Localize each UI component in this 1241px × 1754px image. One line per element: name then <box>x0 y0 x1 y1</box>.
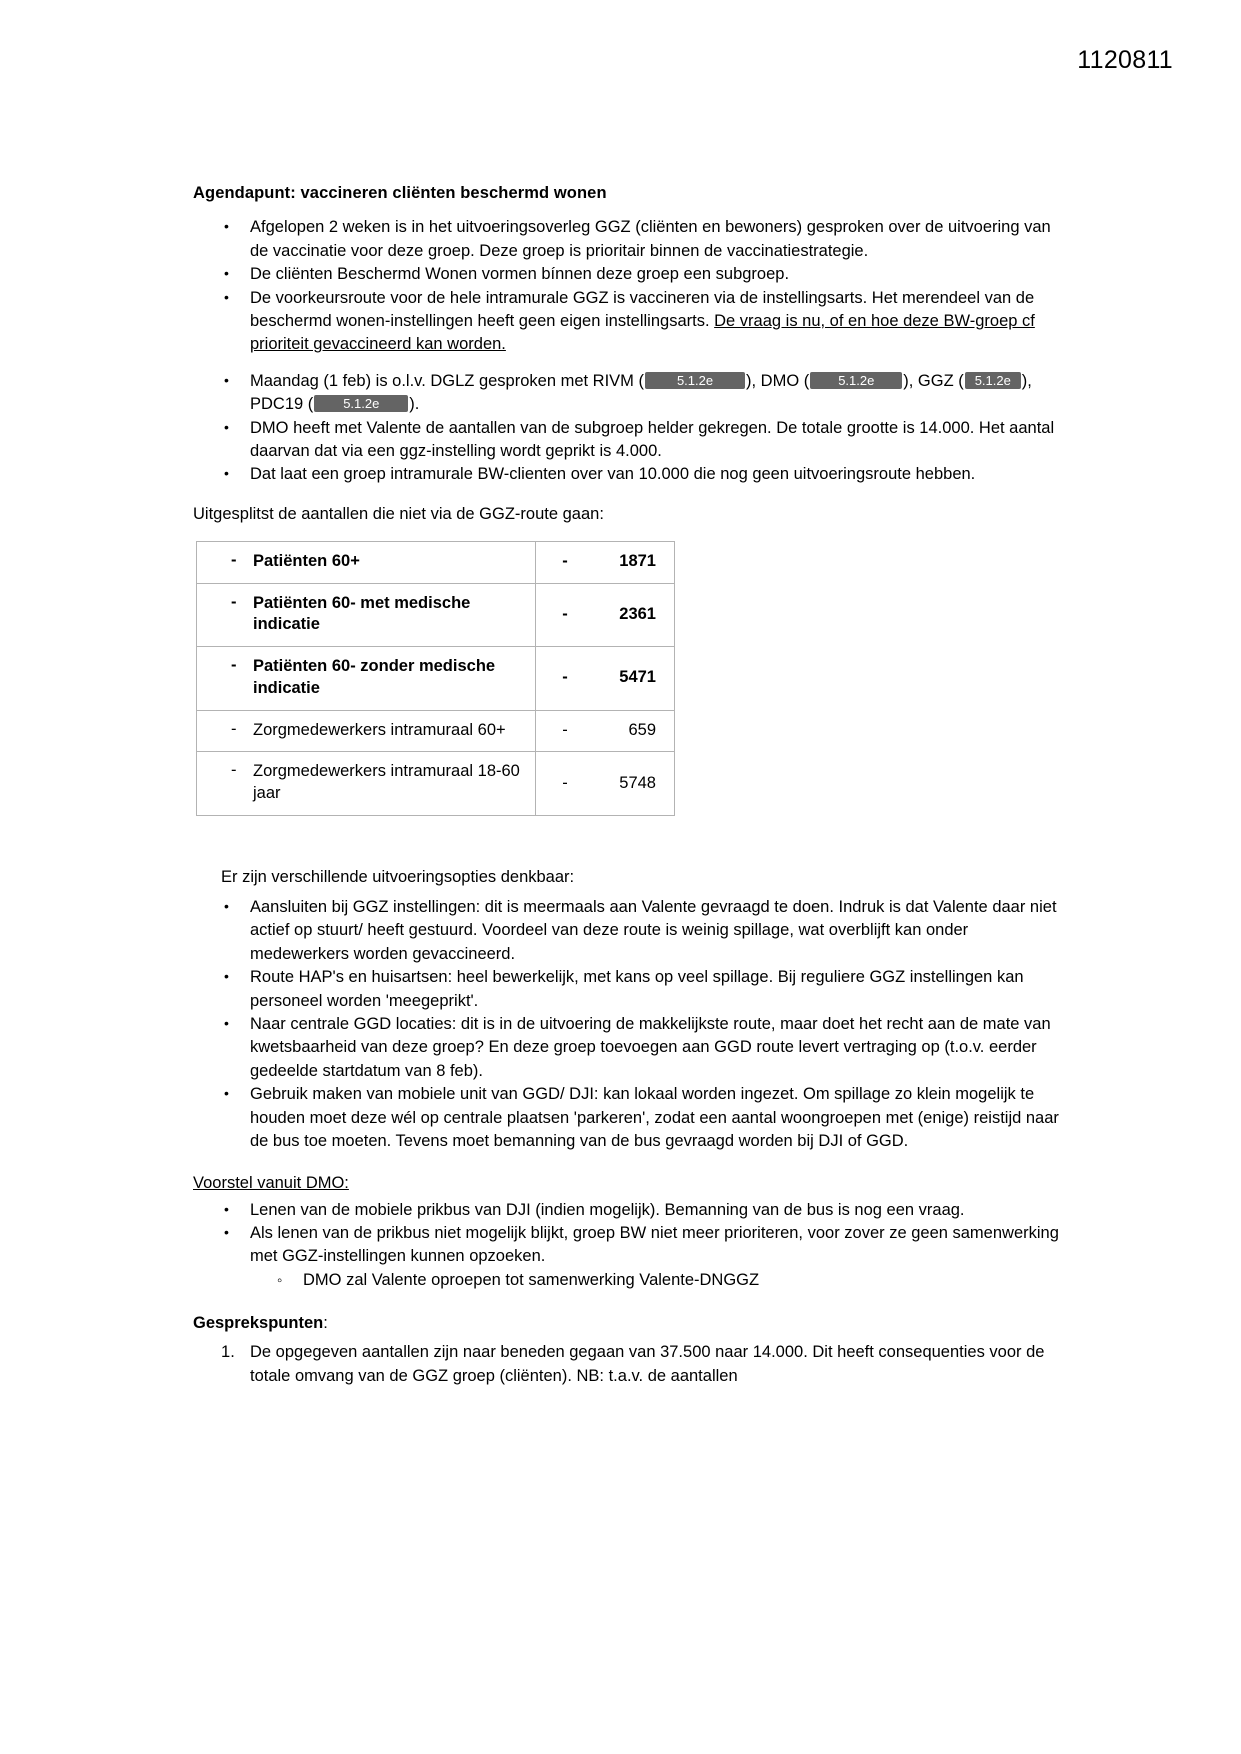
table-cell-value <box>536 583 675 647</box>
value-dash: - <box>562 668 568 687</box>
discussion-heading <box>193 1314 1063 1333</box>
route-bullet-plain: De voorkeursroute voor de hele intramurale GGZ is vaccineren via de instellingsarts. Het merendeel van de beschermd wonen-instellingen heeft geen eigen instellingsarts. <box>250 288 1035 330</box>
row-value: 2361 <box>619 604 656 623</box>
row-dash: - <box>231 550 237 569</box>
list-item: • Afgelopen 2 weken is in het uitvoeringsoverleg GGZ (cliënten en bewoners) gesproken over de uitvoering van de vaccinatie voor deze groep. Deze groep is prioritair binnen de vaccinatiestrategie. <box>193 216 1063 263</box>
list-item: • Route HAP's en huisartsen: heel bewerkelijk, met kans op veel spillage. Bij reguliere GGZ instellingen kan personeel worden 'meegeprikt'. <box>193 966 1063 1013</box>
proposal-heading: Voorstel vanuit DMO: <box>193 1173 349 1192</box>
value-dash: - <box>562 721 568 740</box>
list-item: • De cliënten Beschermd Wonen vormen bínnen deze groep een subgroep. <box>193 263 1063 286</box>
redaction-badge-ggz: 5.1.2e <box>965 372 1021 389</box>
row-value: 5748 <box>619 773 656 792</box>
discussion-numbered-list <box>193 1341 1063 1388</box>
amounts-table <box>196 541 675 816</box>
table-cell-value <box>536 647 675 711</box>
row-dash: - <box>231 592 237 611</box>
list-item: • Dat laat een groep intramurale BW-clienten over van 10.000 die nog geen uitvoeringsroute hebben. <box>193 463 1063 486</box>
table-cell-label <box>197 710 536 752</box>
row-label: Patiënten 60- met medische indicatie <box>253 593 471 634</box>
list-item: ◦ DMO zal Valente oproepen tot samenwerking Valente-DNGGZ <box>193 1269 1063 1292</box>
discussion-heading-colon: : <box>323 1314 328 1333</box>
row-label: Patiënten 60- zonder medische indicatie <box>253 657 496 697</box>
table-cell-value <box>536 541 675 583</box>
table-row <box>197 583 675 647</box>
meeting-text-3: ), GGZ ( <box>903 371 964 390</box>
document-header-number: 1120811 <box>1077 46 1173 74</box>
row-dash: - <box>231 656 237 675</box>
meeting-text-4: ), PDC19 ( <box>250 371 1032 414</box>
options-bullet-list <box>193 896 1063 1154</box>
table-cell-label <box>197 541 536 583</box>
spacer <box>193 357 1063 370</box>
row-value: 5471 <box>619 668 656 687</box>
row-label: Patiënten 60+ <box>253 551 360 570</box>
table-row <box>197 541 675 583</box>
table-cell-label <box>197 647 536 711</box>
table-intro-text: Uitgesplitst de aantallen die niet via de GGZ-route gaan: <box>193 504 604 523</box>
list-item: • Gebruik maken van mobiele unit van GGD/ DJI: kan lokaal worden ingezet. Om spillage zo klein mogelijk te houden moet deze wél op centrale plaatsen 'parkeren', zodat een aantal woongroepen met (enige) reistijd naar de bus toe moeten. Tevens moet bemanning van de bus gevraagd worden bij DJI of GGD. <box>193 1083 1063 1153</box>
table-row <box>197 752 675 816</box>
value-dash: - <box>562 604 568 623</box>
redaction-badge-dmo: 5.1.2e <box>810 372 902 389</box>
meeting-text-1: Maandag (1 feb) is o.l.v. DGLZ gesproken met RIVM ( <box>250 371 645 390</box>
table-row <box>197 710 675 752</box>
page-title: Agendapunt: vaccineren cliënten beschermd wonen <box>193 184 607 202</box>
row-value: 659 <box>628 721 656 740</box>
value-dash: - <box>562 552 568 571</box>
redaction-badge-pdc19: 5.1.2e <box>314 395 408 412</box>
row-dash: - <box>231 761 237 780</box>
proposal-bullet-list <box>193 1199 1063 1269</box>
discussion-heading-label: Gesprekspunten <box>193 1314 324 1333</box>
table-cell-label <box>197 583 536 647</box>
intro-bullet-list <box>193 216 1063 357</box>
meeting-text-5: ). <box>409 395 420 414</box>
value-dash: - <box>562 773 568 792</box>
route-bullet-underlined: De vraag is nu, of en hoe deze BW-groep cf prioriteit gevaccineerd kan worden. <box>250 311 1035 354</box>
list-item: • Aansluiten bij GGZ instellingen: dit is meermaals aan Valente gevraagd te doen. Indruk is dat Valente daar niet actief op stuurt/ heeft gestuurd. Voordeel van deze route is weinig spillage, wat overblijft kan onder medewerkers worden gevaccineerd. <box>193 896 1063 966</box>
table-cell-value <box>536 752 675 816</box>
options-intro-text: Er zijn verschillende uitvoeringsopties denkbaar: <box>221 867 575 886</box>
table-cell-value <box>536 710 675 752</box>
list-item: De opgegeven aantallen zijn naar beneden gegaan van 37.500 naar 14.000. Dit heeft consequenties voor de totale omvang van de GGZ groep (cliënten). NB: t.a.v. de aantallen <box>250 1343 1045 1385</box>
proposal-sub-bullet-list <box>193 1269 1063 1292</box>
document-body <box>193 182 1063 1388</box>
meeting-bullet-list <box>193 370 1063 487</box>
row-label: Zorgmedewerkers intramuraal 18-60 jaar <box>253 762 520 803</box>
redaction-badge-rivm: 5.1.2e <box>645 372 745 389</box>
list-item <box>193 287 1063 357</box>
list-item: • Lenen van de mobiele prikbus van DJI (indien mogelijk). Bemanning van de bus is nog een vraag. <box>193 1199 1063 1222</box>
table-cell-label <box>197 752 536 816</box>
table-row <box>197 647 675 711</box>
row-dash: - <box>231 719 237 738</box>
row-value: 1871 <box>619 552 656 571</box>
list-item <box>193 370 1063 417</box>
spacer <box>193 816 1063 850</box>
row-label: Zorgmedewerkers intramuraal 60+ <box>253 720 506 739</box>
list-item: • Als lenen van de prikbus niet mogelijk blijkt, groep BW niet meer prioriteren, voor zover ze geen samenwerking met GGZ-instellingen kunnen opzoeken. <box>193 1222 1063 1269</box>
meeting-text-2: ), DMO ( <box>746 371 810 390</box>
list-item: • DMO heeft met Valente de aantallen van de subgroep helder gekregen. De totale grootte is 14.000. Het aantal daarvan dat via een ggz-instelling wordt geprikt is 4.000. <box>193 417 1063 464</box>
list-item: • Naar centrale GGD locaties: dit is in de uitvoering de makkelijkste route, maar doet het recht aan de mate van kwetsbaarheid van deze groep? En deze groep toevoegen aan GGD route levert vertraging op (t.o.v. eerder gedeelde startdatum van 8 feb). <box>193 1013 1063 1083</box>
